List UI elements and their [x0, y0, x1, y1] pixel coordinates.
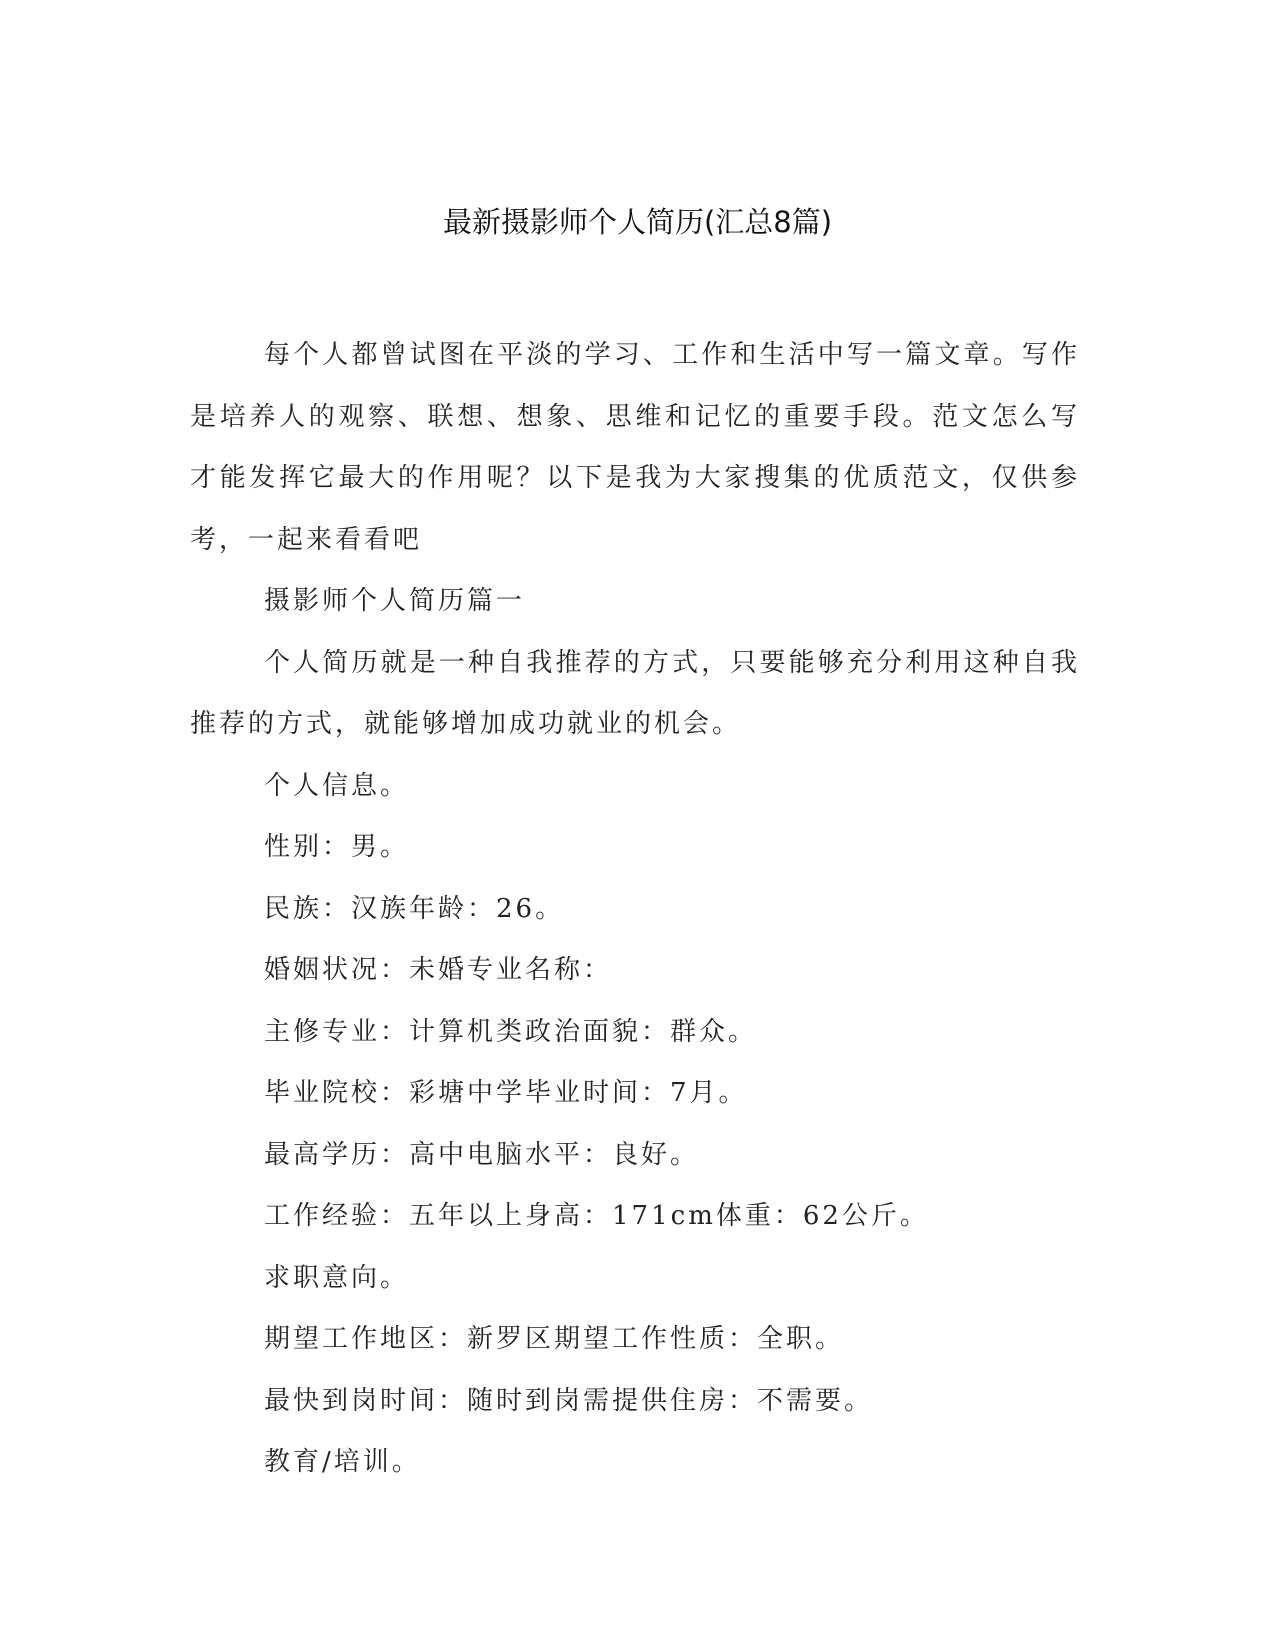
document-title: 最新摄影师个人简历(汇总8篇)	[442, 205, 833, 239]
lead-paragraph: 个人简历就是一种自我推荐的方式，只要能够充分利用这种自我推荐的方式，就能够增加成功就业的机会。	[190, 647, 1080, 739]
info-line: 教育/培训。	[264, 1447, 421, 1477]
info-line: 求职意向。	[264, 1262, 410, 1293]
intro-paragraph: 每个人都曾试图在平淡的学习、工作和生活中写一篇文章。写作是培养人的观察、联想、想象、思维和记忆的重要手段。范文怎么写才能发挥它最大的作用呢？以下是我为大家搜集的优质范文，仅供参考，一起来看看吧	[190, 340, 1080, 555]
info-line: 民族：汉族年龄：26。	[264, 893, 565, 924]
document-body	[190, 325, 1080, 1494]
info-line: 最高学历：高中电脑水平：良好。	[264, 1139, 700, 1170]
info-line: 主修专业：计算机类政治面貌：群众。	[264, 1016, 758, 1047]
info-line: 最快到岗时间：随时到岗需提供住房：不需要。	[264, 1385, 874, 1416]
info-line: 婚姻状况：未婚专业名称：	[264, 955, 613, 985]
info-line: 期望工作地区：新罗区期望工作性质：全职。	[264, 1324, 845, 1354]
info-line: 工作经验：五年以上身高：171cm体重：62公斤。	[264, 1201, 929, 1231]
info-line: 毕业院校：彩塘中学毕业时间：7月。	[264, 1078, 748, 1108]
info-line: 性别：男。	[264, 832, 410, 862]
section-heading: 摄影师个人简历篇一	[264, 586, 526, 616]
info-line: 个人信息。	[264, 770, 410, 801]
